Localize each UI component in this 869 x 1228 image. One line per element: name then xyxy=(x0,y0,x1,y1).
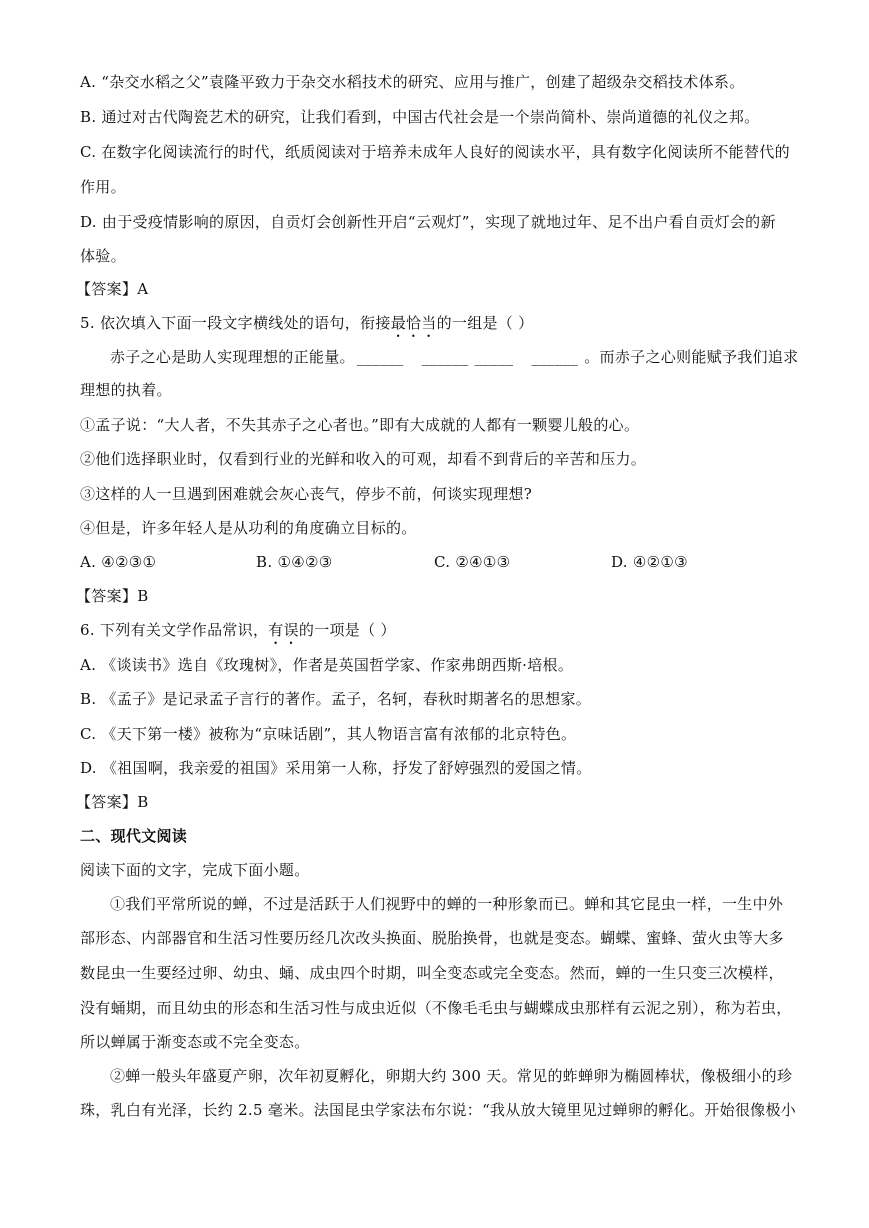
section-title: 二、现代文阅读 xyxy=(80,827,188,845)
q5-passage-start: 赤子之心是助人实现理想的正能量。 xyxy=(110,348,355,366)
q5-passage xyxy=(110,347,799,369)
q5-item-3: ③这样的人一旦遇到困难就会灰心丧气，停步不前，何谈实现理想? xyxy=(80,485,533,503)
q5-item-1: ①孟子说：“大人者，不失其赤子之心者也。”即有大成就的人都有一颗婴儿般的心。 xyxy=(80,416,640,434)
para1-line-1: ①我们平常所说的蝉，不过是活跃于人们视野中的蝉的一种形象而已。蝉和其它昆虫一样，一生中外 xyxy=(110,895,784,913)
para1-line-5: 所以蝉属于渐变态或不完全变态。 xyxy=(80,1033,310,1051)
q5-item-2: ②他们选择职业时，仅看到行业的光鲜和收入的可观，却看不到背后的辛苦和压力。 xyxy=(80,450,647,468)
para1-line-4: 没有蛹期，而且幼虫的形态和生活习性与成虫近似（不像毛毛虫与蝴蝶成虫那样有云泥之别），称为若虫， xyxy=(80,999,792,1017)
q4-option-b: B. 通过对古代陶瓷艺术的研究，让我们看到，中国古代社会是一个崇尚简朴、崇尚道德的礼仪之邦。 xyxy=(80,108,760,126)
q4-option-c: C. 在数字化阅读流行的时代，纸质阅读对于培养未成年人良好的阅读水平，具有数字化阅读所不能替代的 xyxy=(80,143,790,161)
q5-choice-a: A. ④②③① xyxy=(80,553,157,571)
para1-line-2: 部形态、内部器官和生活习性要历经几次改头换面、脱胎换骨，也就是变态。蝴蝶、蜜蜂、萤火虫等大多 xyxy=(80,929,784,947)
q5-passage-end: 理想的执着。 xyxy=(80,381,172,399)
q5-blank-3: _____ xyxy=(474,348,514,366)
q6-stem-emphasis: 有误 xyxy=(268,621,299,639)
q6-stem xyxy=(80,620,795,642)
q5-choice-b: B. ①④②③ xyxy=(256,553,333,571)
q5-item-4: ④但是，许多年轻人是从功利的角度确立目标的。 xyxy=(80,519,417,537)
q5-choices xyxy=(80,552,795,574)
q5-blank-2: ______ xyxy=(421,348,469,366)
q6-option-a: A. 《谈读书》选自《玫瑰树》，作者是英国哲学家、作家弗朗西斯·培根。 xyxy=(80,656,574,674)
q6-stem-after: 的一项是（ ） xyxy=(298,621,396,639)
q4-option-a: A. “杂交水稻之父”袁隆平致力于杂交水稻技术的研究、应用与推广，创建了超级杂交稻技术体系。 xyxy=(80,73,745,91)
q5-choice-c: C. ②④①③ xyxy=(434,553,511,571)
q6-option-d: D. 《祖国啊，我亲爱的祖国》采用第一人称，抒发了舒婷强烈的爱国之情。 xyxy=(80,759,592,777)
para2-line-2: 珠，乳白有光泽，长约 2.5 毫米。法国昆虫学家法布尔说：“我从放大镜里见过蝉卵的孵化。开始很像极小 xyxy=(80,1101,797,1119)
q5-choice-d: D. ④②①③ xyxy=(611,553,688,571)
q5-passage-mid: 。而赤子之心则能赋予我们追求 xyxy=(584,348,799,366)
section-instruction: 阅读下面的文字，完成下面小题。 xyxy=(80,861,310,879)
q4-option-c-cont: 作用。 xyxy=(80,178,126,196)
q6-answer: 【答案】B xyxy=(76,793,149,811)
para2-line-1: ②蝉一般头年盛夏产卵，次年初夏孵化，卵期大约 300 天。常见的蚱蝉卵为椭圆棒状，像极细小的珍 xyxy=(110,1067,793,1085)
q4-answer: 【答案】A xyxy=(76,280,149,298)
q4-option-d-cont: 体验。 xyxy=(80,247,126,265)
q6-option-b: B. 《孟子》是记录孟子言行的著作。孟子，名轲，春秋时期著名的思想家。 xyxy=(80,690,592,708)
q5-blank-1: ______ xyxy=(356,348,404,366)
q4-option-d: D. 由于受疫情影响的原因，自贡灯会创新性开启“云观灯”，实现了就地过年、足不出户看自贡灯会的新 xyxy=(80,213,776,231)
q5-stem xyxy=(80,313,795,335)
q6-option-c: C. 《天下第一楼》被称为“京味话剧”，其人物语言富有浓郁的北京特色。 xyxy=(80,725,577,743)
para1-line-3: 数昆虫一生要经过卵、幼虫、蛹、成虫四个时期，叫全变态或完全变态。然而，蝉的一生只变三次模样， xyxy=(80,964,784,982)
q5-answer: 【答案】B xyxy=(76,587,149,605)
q5-stem-before: 5. 依次填入下面一段文字横线处的语句，衔接 xyxy=(80,314,391,332)
q5-blank-4: ______ xyxy=(531,348,579,366)
q5-stem-emphasis: 最恰当 xyxy=(390,314,437,332)
q5-stem-after: 的一组是（ ） xyxy=(436,314,534,332)
q6-stem-before: 6. 下列有关文学作品常识， xyxy=(80,621,269,639)
